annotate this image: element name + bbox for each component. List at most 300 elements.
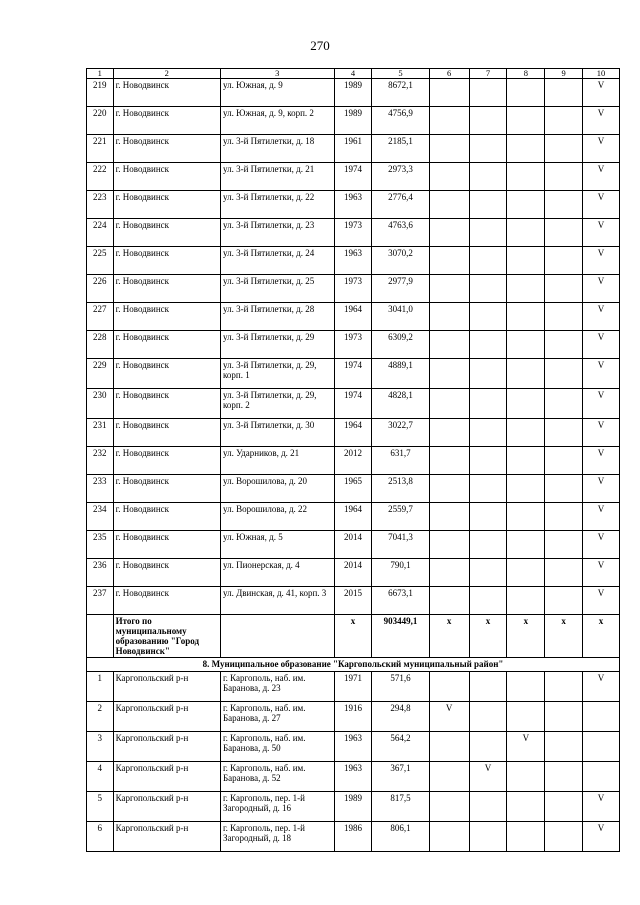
table-cell: 228 (87, 331, 114, 359)
table-row (87, 331, 620, 359)
table-cell: 2513,8 (372, 475, 429, 503)
table-cell (507, 822, 545, 852)
table-cell: г. Новодвинск (113, 419, 220, 447)
table-cell: 4828,1 (372, 389, 429, 419)
table-cell (469, 822, 507, 852)
table-cell (507, 702, 545, 732)
table-cell: V (583, 672, 620, 702)
table-cell: 1964 (334, 303, 372, 331)
table-row (87, 359, 620, 389)
table-cell (545, 503, 583, 531)
table-cell: 1973 (334, 219, 372, 247)
table-cell (469, 247, 507, 275)
table-cell: 2014 (334, 559, 372, 587)
table-cell (469, 672, 507, 702)
table-cell: V (583, 587, 620, 615)
table-cell: 1 (87, 672, 114, 702)
column-header: 1 (87, 69, 114, 79)
table-cell (507, 331, 545, 359)
table-cell: Каргопольский р-н (113, 702, 220, 732)
table-cell (507, 762, 545, 792)
table-cell: V (583, 531, 620, 559)
table-cell: V (583, 191, 620, 219)
table-cell (469, 559, 507, 587)
table-cell: V (583, 303, 620, 331)
table-cell: 235 (87, 531, 114, 559)
table-row (87, 135, 620, 163)
table-cell: 2 (87, 702, 114, 732)
section-title: 8. Муниципальное образование "Каргопольский муниципальный район" (87, 658, 620, 672)
table-cell (545, 303, 583, 331)
table-cell: ул. Южная, д. 5 (221, 531, 335, 559)
table-cell: 222 (87, 163, 114, 191)
table-cell: V (429, 702, 469, 732)
table-cell: V (583, 163, 620, 191)
table-cell: V (583, 792, 620, 822)
table-cell (507, 79, 545, 107)
table-row (87, 107, 620, 135)
table-cell (545, 531, 583, 559)
table-cell (429, 163, 469, 191)
table-cell: 1973 (334, 331, 372, 359)
table-cell (545, 447, 583, 475)
table-cell: г. Новодвинск (113, 447, 220, 475)
table-row (87, 732, 620, 762)
table-row (87, 672, 620, 702)
table-cell: 229 (87, 359, 114, 389)
table-cell: x (429, 615, 469, 658)
table-cell (429, 419, 469, 447)
table-cell: ул. Южная, д. 9 (221, 79, 335, 107)
table-cell (507, 447, 545, 475)
table-cell (507, 475, 545, 503)
table-cell: 219 (87, 79, 114, 107)
table-cell (545, 79, 583, 107)
table-cell (507, 503, 545, 531)
table-cell (507, 531, 545, 559)
table-cell: 3022,7 (372, 419, 429, 447)
table-cell (469, 275, 507, 303)
table-cell: 1989 (334, 79, 372, 107)
table-cell (507, 559, 545, 587)
table-cell: 1961 (334, 135, 372, 163)
table-cell (545, 331, 583, 359)
table-cell: V (583, 79, 620, 107)
table-cell (469, 792, 507, 822)
table-cell: V (583, 331, 620, 359)
table-cell (469, 219, 507, 247)
table-cell: 1974 (334, 389, 372, 419)
table-cell (469, 107, 507, 135)
table-cell: 1963 (334, 191, 372, 219)
table-cell (429, 447, 469, 475)
table-cell: 1989 (334, 792, 372, 822)
table-cell (87, 615, 114, 658)
table-cell: 5 (87, 792, 114, 822)
column-header: 7 (469, 69, 507, 79)
table-cell: 6309,2 (372, 331, 429, 359)
table-cell (469, 79, 507, 107)
table-cell (545, 702, 583, 732)
table-cell: 2185,1 (372, 135, 429, 163)
table-cell (429, 587, 469, 615)
table-cell: 4 (87, 762, 114, 792)
table-cell: 234 (87, 503, 114, 531)
table-cell: г. Каргополь, наб. им. Баранова, д. 27 (221, 702, 335, 732)
table-cell (507, 672, 545, 702)
table-row (87, 559, 620, 587)
column-header: 5 (372, 69, 429, 79)
table-cell (429, 191, 469, 219)
table-cell (545, 762, 583, 792)
table-cell: 294,8 (372, 702, 429, 732)
table-cell: г. Каргополь, пер. 1-й Загородный, д. 18 (221, 822, 335, 852)
table-cell: г. Каргополь, наб. им. Баранова, д. 52 (221, 762, 335, 792)
table-cell: ул. Ворошилова, д. 22 (221, 503, 335, 531)
table-cell (469, 732, 507, 762)
table-row (87, 79, 620, 107)
table-cell: 3070,2 (372, 247, 429, 275)
table-cell: Итого по муниципальному образованию "Город Новодвинск" (113, 615, 220, 658)
table-cell (429, 732, 469, 762)
table-cell: ул. 3-й Пятилетки, д. 28 (221, 303, 335, 331)
table-cell (507, 275, 545, 303)
table-cell (469, 531, 507, 559)
table-cell (545, 672, 583, 702)
table-cell (429, 389, 469, 419)
table-row (87, 191, 620, 219)
table-cell: ул. 3-й Пятилетки, д. 29, корп. 1 (221, 359, 335, 389)
table-cell: г. Новодвинск (113, 389, 220, 419)
total-row (87, 615, 620, 658)
table-cell: 1964 (334, 419, 372, 447)
housing-table (86, 68, 620, 852)
table-cell: 232 (87, 447, 114, 475)
table-cell (429, 331, 469, 359)
table-cell: V (507, 732, 545, 762)
table-cell: Каргопольский р-н (113, 762, 220, 792)
table-cell: 1964 (334, 503, 372, 531)
table-cell: 223 (87, 191, 114, 219)
table-cell (469, 389, 507, 419)
table-cell: 1989 (334, 107, 372, 135)
column-header: 9 (545, 69, 583, 79)
table-row (87, 822, 620, 852)
table-cell: 1973 (334, 275, 372, 303)
table-cell (429, 559, 469, 587)
table-cell: 7041,3 (372, 531, 429, 559)
table-row (87, 419, 620, 447)
table-cell: г. Каргополь, наб. им. Баранова, д. 23 (221, 672, 335, 702)
table-row (87, 503, 620, 531)
table-row (87, 587, 620, 615)
table-cell: 367,1 (372, 762, 429, 792)
table-cell: 2014 (334, 531, 372, 559)
table-cell: V (583, 447, 620, 475)
table-cell (469, 303, 507, 331)
table-cell (545, 359, 583, 389)
table-row (87, 702, 620, 732)
table-cell (429, 822, 469, 852)
table-cell (429, 79, 469, 107)
table-cell (507, 135, 545, 163)
table-cell (221, 615, 335, 658)
table-cell: 236 (87, 559, 114, 587)
table-cell: ул. 3-й Пятилетки, д. 21 (221, 163, 335, 191)
table-cell (469, 191, 507, 219)
table-cell: 2977,9 (372, 275, 429, 303)
table-cell: 1963 (334, 247, 372, 275)
table-cell: ул. Ударников, д. 21 (221, 447, 335, 475)
table-cell: ул. Двинская, д. 41, корп. 3 (221, 587, 335, 615)
table-cell: ул. 3-й Пятилетки, д. 23 (221, 219, 335, 247)
table-cell: 6673,1 (372, 587, 429, 615)
table-row (87, 247, 620, 275)
column-header: 4 (334, 69, 372, 79)
table-cell: x (583, 615, 620, 658)
table-cell: 231 (87, 419, 114, 447)
column-header: 8 (507, 69, 545, 79)
table-cell (545, 559, 583, 587)
table-cell: 6 (87, 822, 114, 852)
table-cell: г. Новодвинск (113, 247, 220, 275)
table-cell: V (583, 389, 620, 419)
table-cell: 3041,0 (372, 303, 429, 331)
table-row (87, 531, 620, 559)
table-row (87, 303, 620, 331)
table-cell (469, 135, 507, 163)
table-cell (545, 822, 583, 852)
table-cell (469, 702, 507, 732)
table-cell: V (583, 107, 620, 135)
table-cell: 233 (87, 475, 114, 503)
table-cell: г. Новодвинск (113, 303, 220, 331)
table-cell (429, 135, 469, 163)
table-cell (429, 275, 469, 303)
table-cell: ул. 3-й Пятилетки, д. 30 (221, 419, 335, 447)
table-cell: ул. 3-й Пятилетки, д. 18 (221, 135, 335, 163)
table-cell (469, 331, 507, 359)
table-cell: ул. 3-й Пятилетки, д. 22 (221, 191, 335, 219)
table-cell (469, 475, 507, 503)
table-cell: 227 (87, 303, 114, 331)
table-cell (545, 732, 583, 762)
column-header: 3 (221, 69, 335, 79)
table-cell: г. Новодвинск (113, 79, 220, 107)
table-cell: 4889,1 (372, 359, 429, 389)
table-cell: x (507, 615, 545, 658)
table-cell (507, 163, 545, 191)
table-cell (507, 587, 545, 615)
table-cell: 2015 (334, 587, 372, 615)
column-header: 2 (113, 69, 220, 79)
table-cell: г. Новодвинск (113, 559, 220, 587)
table-cell: ул. 3-й Пятилетки, д. 25 (221, 275, 335, 303)
table-cell (429, 247, 469, 275)
table-cell (507, 247, 545, 275)
table-cell (545, 275, 583, 303)
table-cell: x (334, 615, 372, 658)
table-cell: V (583, 822, 620, 852)
table-cell: г. Новодвинск (113, 531, 220, 559)
table-cell (469, 419, 507, 447)
table-cell: 1986 (334, 822, 372, 852)
table-cell: Каргопольский р-н (113, 822, 220, 852)
table-cell: Каргопольский р-н (113, 672, 220, 702)
table-cell (429, 531, 469, 559)
table-cell: 1974 (334, 163, 372, 191)
table-cell: 1974 (334, 359, 372, 389)
table-cell: V (583, 419, 620, 447)
table-cell: 4756,9 (372, 107, 429, 135)
table-cell: V (583, 275, 620, 303)
table-cell (545, 587, 583, 615)
table-cell: 2559,7 (372, 503, 429, 531)
table-cell (545, 247, 583, 275)
table-cell: 2973,3 (372, 163, 429, 191)
table-cell (545, 107, 583, 135)
table-cell: ул. Пионерская, д. 4 (221, 559, 335, 587)
table-cell (545, 389, 583, 419)
table-cell: x (545, 615, 583, 658)
table-cell (545, 475, 583, 503)
table-cell: ул. 3-й Пятилетки, д. 29 (221, 331, 335, 359)
table-cell: 226 (87, 275, 114, 303)
table-row (87, 389, 620, 419)
table-cell (507, 389, 545, 419)
column-header: 10 (583, 69, 620, 79)
table-cell: ул. Южная, д. 9, корп. 2 (221, 107, 335, 135)
table-cell: 790,1 (372, 559, 429, 587)
table-row (87, 275, 620, 303)
table-cell: x (469, 615, 507, 658)
table-cell: V (583, 475, 620, 503)
table-cell (507, 419, 545, 447)
table-row (87, 219, 620, 247)
table-cell: V (583, 503, 620, 531)
table-cell: 631,7 (372, 447, 429, 475)
table-cell: г. Новодвинск (113, 587, 220, 615)
table-cell: 2776,4 (372, 191, 429, 219)
table-row (87, 447, 620, 475)
table-cell: г. Новодвинск (113, 219, 220, 247)
table-cell: 1963 (334, 732, 372, 762)
table-cell (507, 792, 545, 822)
table-cell (545, 792, 583, 822)
table-cell: 3 (87, 732, 114, 762)
table-cell: г. Каргополь, пер. 1-й Загородный, д. 16 (221, 792, 335, 822)
page-number: 270 (310, 38, 330, 53)
table-cell: ул. 3-й Пятилетки, д. 29, корп. 2 (221, 389, 335, 419)
table-cell (507, 107, 545, 135)
table-cell (507, 303, 545, 331)
table-cell: 1971 (334, 672, 372, 702)
table-cell: 564,2 (372, 732, 429, 762)
table-cell: г. Новодвинск (113, 275, 220, 303)
table-cell (429, 475, 469, 503)
table-cell: Каргопольский р-н (113, 792, 220, 822)
table-cell: г. Новодвинск (113, 107, 220, 135)
table-cell: ул. Ворошилова, д. 20 (221, 475, 335, 503)
table-cell (429, 359, 469, 389)
table-cell (469, 587, 507, 615)
table-cell: 2012 (334, 447, 372, 475)
table-cell: V (583, 135, 620, 163)
section-row (87, 658, 620, 672)
table-cell: 224 (87, 219, 114, 247)
table-cell: 1965 (334, 475, 372, 503)
table-cell (469, 359, 507, 389)
table-cell (429, 107, 469, 135)
table-cell (583, 732, 620, 762)
table-cell: 8672,1 (372, 79, 429, 107)
table-cell (545, 419, 583, 447)
table-cell: V (583, 219, 620, 247)
table-cell (429, 303, 469, 331)
table-cell (429, 792, 469, 822)
column-number-header (87, 69, 620, 79)
table-cell: г. Новодвинск (113, 503, 220, 531)
table-cell: 571,6 (372, 672, 429, 702)
table-cell: 225 (87, 247, 114, 275)
table-cell (583, 762, 620, 792)
table-cell: ул. 3-й Пятилетки, д. 24 (221, 247, 335, 275)
table-row (87, 475, 620, 503)
table-cell (469, 163, 507, 191)
table-cell (507, 191, 545, 219)
column-header: 6 (429, 69, 469, 79)
table-cell: 221 (87, 135, 114, 163)
table-cell: V (583, 359, 620, 389)
table-cell (507, 219, 545, 247)
table-row (87, 163, 620, 191)
table-cell: 1963 (334, 762, 372, 792)
table-cell (545, 219, 583, 247)
table-cell (545, 135, 583, 163)
table-cell: V (469, 762, 507, 792)
table-cell (429, 219, 469, 247)
table-cell: 237 (87, 587, 114, 615)
table-cell (429, 672, 469, 702)
table-cell (583, 702, 620, 732)
table-cell: 1916 (334, 702, 372, 732)
table-cell: 4763,6 (372, 219, 429, 247)
table-cell: 220 (87, 107, 114, 135)
table-cell (429, 503, 469, 531)
table-cell (545, 163, 583, 191)
table-cell (469, 447, 507, 475)
table-cell (507, 359, 545, 389)
table-cell: V (583, 247, 620, 275)
table-cell: 230 (87, 389, 114, 419)
table-cell: г. Каргополь, наб. им. Баранова, д. 50 (221, 732, 335, 762)
table-cell: г. Новодвинск (113, 331, 220, 359)
table-cell: V (583, 559, 620, 587)
table-cell (469, 503, 507, 531)
table-cell (429, 762, 469, 792)
table-cell: 903449,1 (372, 615, 429, 658)
table-cell: 817,5 (372, 792, 429, 822)
table-cell: г. Новодвинск (113, 359, 220, 389)
table-cell: г. Новодвинск (113, 163, 220, 191)
table-cell: г. Новодвинск (113, 475, 220, 503)
table-cell: г. Новодвинск (113, 135, 220, 163)
table-cell: г. Новодвинск (113, 191, 220, 219)
table-row (87, 762, 620, 792)
table-cell (545, 191, 583, 219)
table-row (87, 792, 620, 822)
table-cell: 806,1 (372, 822, 429, 852)
